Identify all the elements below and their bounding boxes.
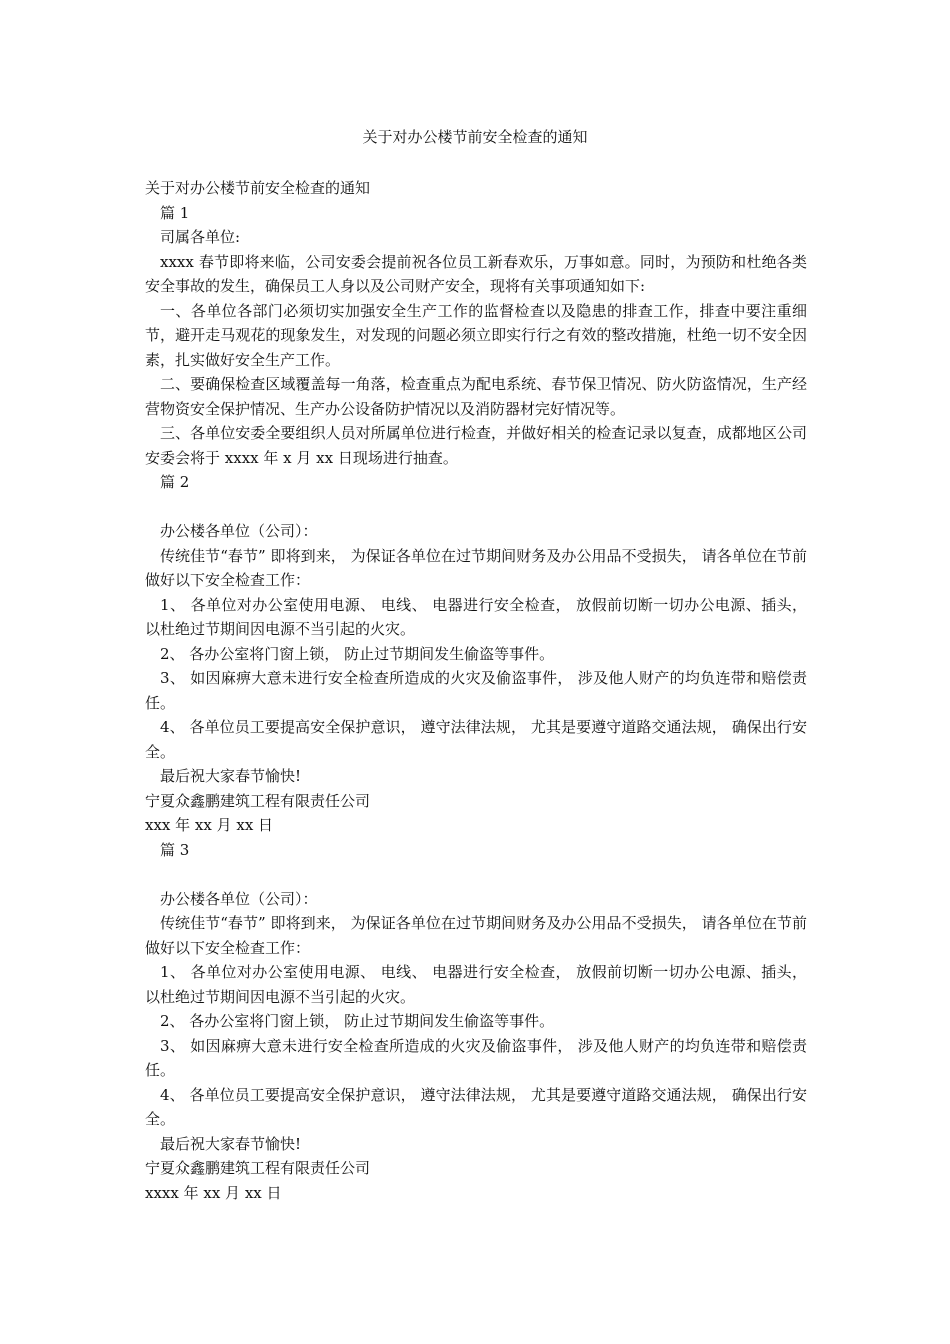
intro-paragraph: xxxx 春节即将来临，公司安委会提前祝各位员工新春欢乐，万事如意。同时，为预防和杜绝各类安全事故的发生，确保员工人身以及公司财产安全，现将有关事项通知如下:: [145, 252, 807, 295]
blank-line: [145, 862, 807, 887]
blank-line: [145, 495, 807, 520]
section-label: 篇 2: [160, 473, 190, 491]
list-item: 1、 各单位对办公室使用电源、 电线、 电器进行安全检查， 放假前切断一切办公电源、插头， 以杜绝过节期间因电源不当引起的火灾。: [145, 595, 807, 638]
list-item: 二、要确保检查区域覆盖每一角落，检查重点为配电系统、春节保卫情况、防火防盗情况，生产经营物资安全保护情况、生产办公设备防护情况以及消防器材完好情况等。: [145, 375, 807, 418]
list-item: 三、各单位安委全要组织人员对所属单位进行检查，并做好相关的检查记录以复查，成都地区公司安委会将于 xxxx 年 x 月 xx 日现场进行抽查。: [145, 424, 807, 467]
closing-line: 最后祝大家春节愉快!: [160, 1134, 302, 1153]
section-label: 篇 1: [160, 203, 190, 222]
document-subtitle: 关于对办公楼节前安全检查的通知: [145, 179, 371, 197]
company-name: 宁夏众鑫鹏建筑工程有限责任公司: [145, 791, 371, 810]
list-item: 2、 各办公室将门窗上锁， 防止过节期间发生偷盗等事件。: [160, 644, 555, 663]
date-line: xxxx 年 xx 月 xx 日: [145, 1183, 282, 1202]
salutation: 办公楼各单位（公司）：: [160, 522, 318, 540]
list-item: 4、 各单位员工要提高安全保护意识， 遵守法律法规， 尤其是要遵守道路交通法规， 确保出行安全。: [145, 718, 807, 761]
document-body: [145, 176, 807, 1205]
salutation: 办公楼各单位（公司）：: [160, 889, 318, 908]
list-item: 4、 各单位员工要提高安全保护意识， 遵守法律法规， 尤其是要遵守道路交通法规， 确保出行安全。: [145, 1085, 807, 1128]
list-item: 一、各单位各部门必须切实加强安全生产工作的监督检查以及隐患的排查工作，排查中要注重细节，避开走马观花的现象发生，对发现的问题必须立即实行行之有效的整改措施，杜绝一切不安全因素，扎实做好安全生产工作。: [145, 301, 807, 369]
list-item: 3、 如因麻痹大意未进行安全检查所造成的火灾及偷盗事件， 涉及他人财产的均负连带和赔偿责任。: [145, 1036, 807, 1079]
section-label: 篇 3: [160, 840, 190, 859]
intro-paragraph: 传统佳节“春节” 即将到来， 为保证各单位在过节期间财务及办公用品不受损失， 请各单位在节前做好以下安全检查工作：: [145, 914, 807, 957]
company-name: 宁夏众鑫鹏建筑工程有限责任公司: [145, 1159, 371, 1177]
closing-line: 最后祝大家春节愉快!: [160, 767, 302, 785]
document-title: 关于对办公楼节前安全检查的通知: [362, 128, 588, 146]
date-line: xxx 年 xx 月 xx 日: [145, 816, 274, 834]
list-item: 1、 各单位对办公室使用电源、 电线、 电器进行安全检查， 放假前切断一切办公电源、插头， 以杜绝过节期间因电源不当引起的火灾。: [145, 963, 807, 1006]
list-item: 3、 如因麻痹大意未进行安全检查所造成的火灾及偷盗事件， 涉及他人财产的均负连带和赔偿责任。: [145, 669, 807, 712]
salutation: 司属各单位:: [160, 228, 241, 246]
list-item: 2、 各办公室将门窗上锁， 防止过节期间发生偷盗等事件。: [160, 1012, 555, 1030]
intro-paragraph: 传统佳节“春节” 即将到来， 为保证各单位在过节期间财务及办公用品不受损失， 请各单位在节前做好以下安全检查工作：: [145, 546, 807, 589]
